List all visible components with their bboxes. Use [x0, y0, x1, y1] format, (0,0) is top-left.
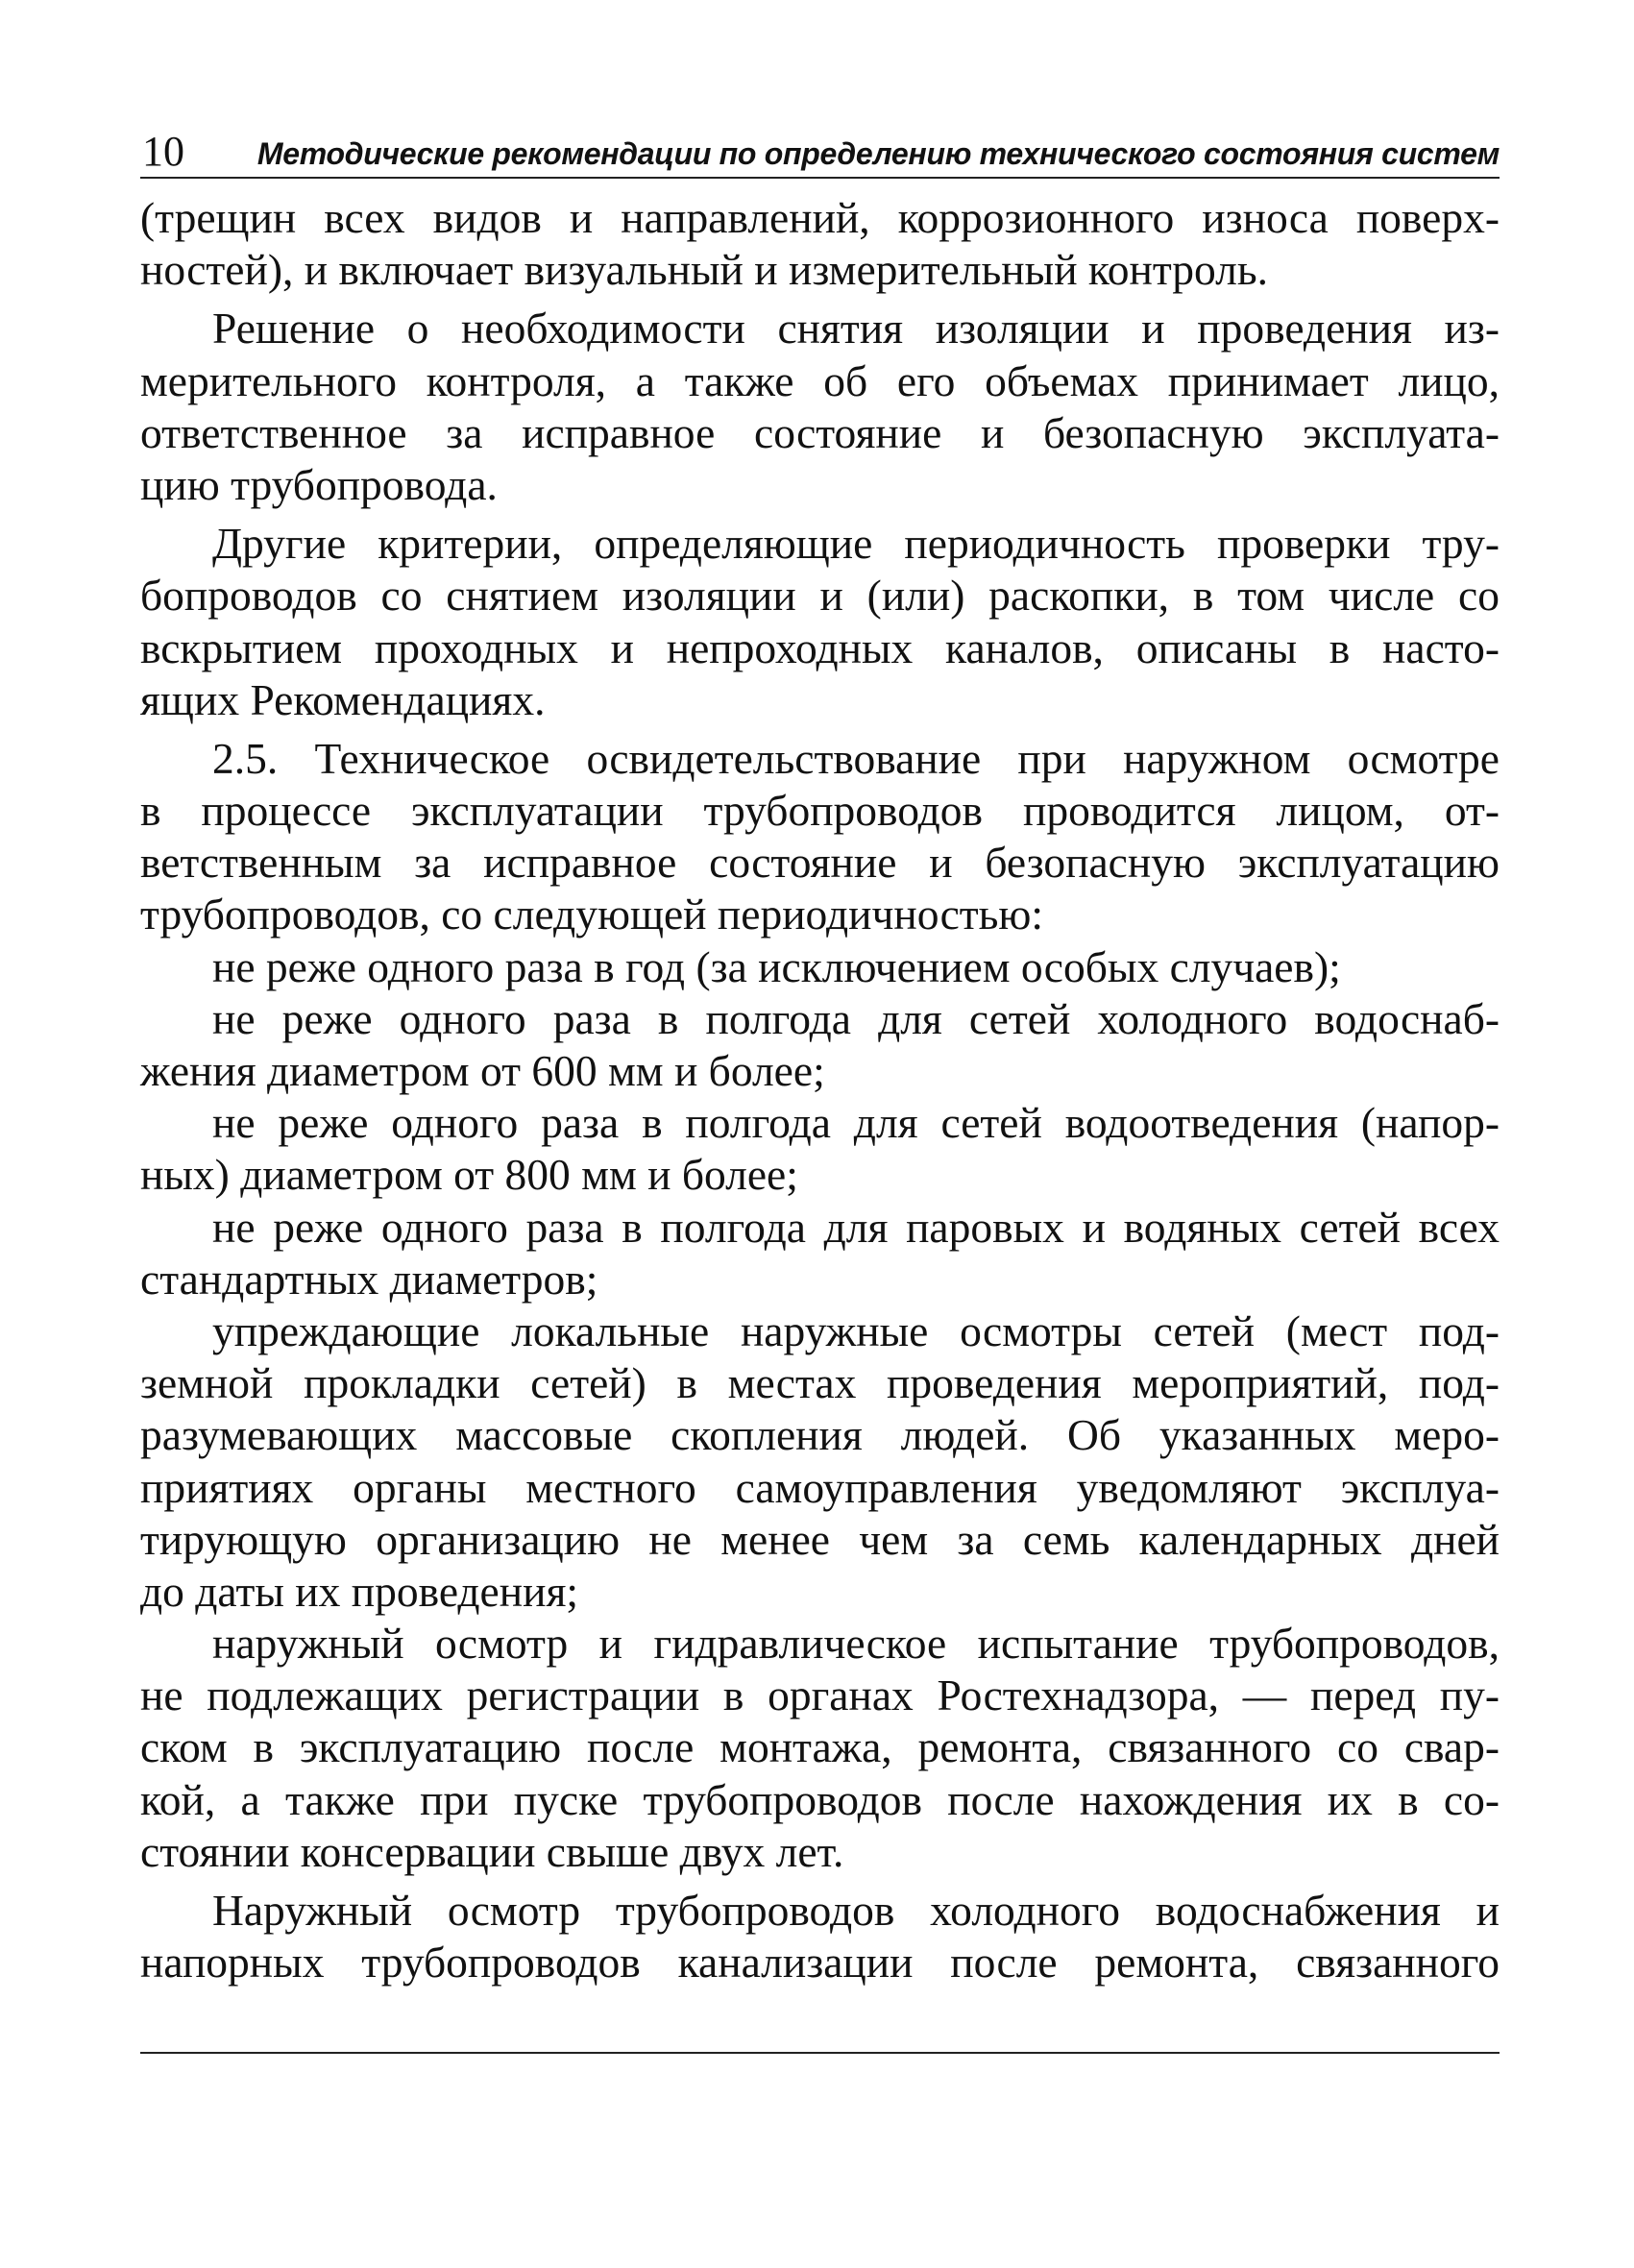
- paragraph: [140, 192, 1500, 296]
- text-line: не реже одного раза в год (за исключением особых случаев);: [212, 941, 1341, 991]
- text-line: цию трубопровода.: [140, 459, 498, 509]
- footer-rule: [140, 2052, 1500, 2054]
- text-line: трубопроводов, со следующей периодичностью:: [140, 890, 1044, 939]
- list-item: [140, 1097, 1500, 1201]
- paragraph: [140, 1885, 1500, 1988]
- text-line: Наружный осмотр трубопроводов холодного водоснабжения и: [212, 1886, 1500, 1935]
- text-line: в процессе эксплуатации трубопроводов проводится лицом, от-: [140, 786, 1500, 836]
- running-header-title: Методические рекомендации по определению технического состояния систем: [256, 136, 1500, 171]
- text-line: ящих Рекомендациях.: [140, 674, 546, 724]
- text-line: ных) диаметром от 800 мм и более;: [140, 1150, 798, 1200]
- text-line: тирующую организацию не менее чем за семь календарных дней: [140, 1514, 1500, 1564]
- list-item: [140, 941, 1500, 993]
- text-line: не реже одного раза в полгода для сетей холодного водоснаб-: [212, 993, 1500, 1043]
- text-line: бопроводов со снятием изоляции и (или) раскопки, в том числе со: [140, 571, 1500, 621]
- running-header: [140, 113, 1500, 179]
- list-item: [140, 993, 1500, 1097]
- text-line: приятиях органы местного самоуправления уведомляют эксплуа-: [140, 1462, 1500, 1512]
- text-line: ответственное за исправное состояние и безопасную эксплуата-: [140, 407, 1500, 457]
- page-number: 10: [142, 128, 184, 175]
- text-line: напорных трубопроводов канализации после ремонта, связанного: [140, 1938, 1500, 1988]
- text-line: не реже одного раза в полгода для сетей водоотведения (напор-: [212, 1098, 1500, 1148]
- text-line: стоянии консервации свыше двух лет.: [140, 1826, 844, 1876]
- text-line: жения диаметром от 600 мм и более;: [140, 1046, 825, 1095]
- body-text: [140, 192, 1500, 1988]
- text-line: наружный осмотр и гидравлическое испытание трубопроводов,: [212, 1619, 1500, 1669]
- text-line: разумевающих массовые скопления людей. Об указанных меро-: [140, 1410, 1500, 1460]
- text-line: Решение о необходимости снятия изоляции и проведения из-: [212, 304, 1500, 354]
- paragraph: [140, 303, 1500, 511]
- text-line: 2.5. Техническое освидетельствование при наружном осмотре: [212, 733, 1500, 783]
- text-line: мерительного контроля, а также об его объемах принимает лицо,: [140, 355, 1500, 405]
- text-line: ностей), и включает визуальный и измерительный контроль.: [140, 245, 1269, 295]
- text-line: кой, а также при пуске трубопроводов после нахождения их в со-: [140, 1774, 1500, 1824]
- list-item: [140, 1202, 1500, 1305]
- list-item: [140, 1618, 1500, 1878]
- text-line: (трещин всех видов и направлений, коррозионного износа поверх-: [140, 193, 1500, 242]
- text-line: не подлежащих регистрации в органах Ростехнадзора, — перед пу-: [140, 1671, 1500, 1720]
- paragraph: [140, 518, 1500, 726]
- text-line: до даты их проведения;: [140, 1566, 579, 1616]
- text-line: ском в эксплуатацию после монтажа, ремонта, связанного со свар-: [140, 1722, 1500, 1772]
- text-line: Другие критерии, определяющие периодичность проверки тру-: [212, 519, 1500, 569]
- document-page: [140, 113, 1500, 1988]
- list-item: [140, 1305, 1500, 1618]
- text-line: ветственным за исправное состояние и безопасную эксплуатацию: [140, 838, 1500, 888]
- text-line: земной прокладки сетей) в местах проведения мероприятий, под-: [140, 1358, 1500, 1408]
- text-line: не реже одного раза в полгода для паровых и водяных сетей всех: [212, 1202, 1500, 1252]
- text-line: упреждающие локальные наружные осмотры сетей (мест под-: [212, 1305, 1500, 1355]
- paragraph: [140, 733, 1500, 941]
- text-line: вскрытием проходных и непроходных каналов, описаны в насто-: [140, 622, 1500, 672]
- text-line: стандартных диаметров;: [140, 1254, 598, 1304]
